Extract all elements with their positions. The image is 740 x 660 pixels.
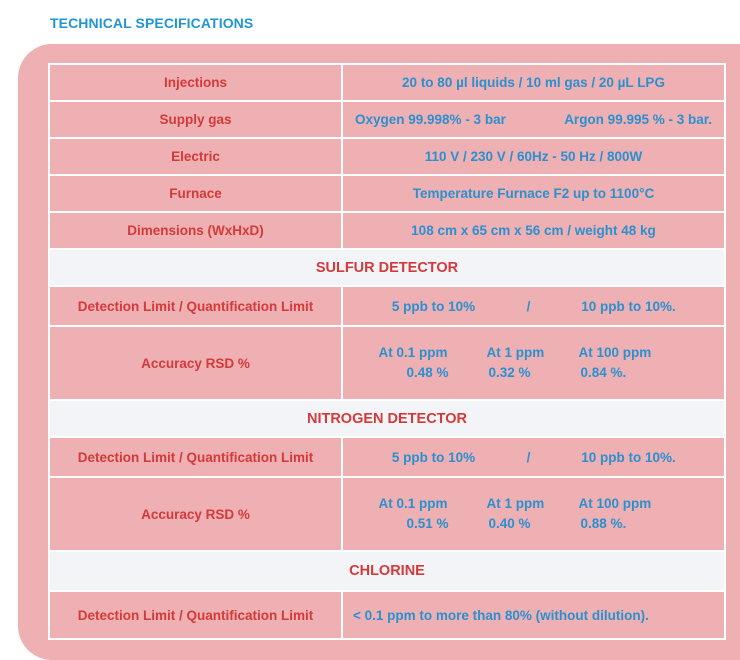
row-value bbox=[342, 101, 725, 138]
section-chlorine bbox=[49, 551, 725, 591]
accuracy-value: 0.32 % bbox=[488, 365, 531, 380]
row-label: Furnace bbox=[49, 175, 342, 212]
table-row-injections bbox=[49, 64, 725, 101]
page-title: TECHNICAL SPECIFICATIONS bbox=[50, 15, 254, 31]
section-title: CHLORINE bbox=[49, 551, 725, 591]
section-nitrogen-detector bbox=[49, 400, 725, 437]
table-row-sulfur-accuracy bbox=[49, 326, 725, 400]
accuracy-header: At 1 ppm bbox=[486, 496, 545, 511]
table-row-nitrogen-accuracy bbox=[49, 477, 725, 551]
row-value bbox=[342, 437, 725, 477]
row-value: 20 to 80 µl liquids / 10 ml gas / 20 µL LPG bbox=[342, 64, 725, 101]
row-label: Accuracy RSD % bbox=[49, 477, 342, 551]
row-value: 110 V / 230 V / 60Hz - 50 Hz / 800W bbox=[342, 138, 725, 175]
row-label: Detection Limit / Quantification Limit bbox=[49, 591, 342, 639]
accuracy-header: At 0.1 ppm bbox=[378, 496, 448, 511]
accuracy-value: 0.84 %. bbox=[580, 365, 627, 380]
table-row-electric bbox=[49, 138, 725, 175]
quantification-limit: 10 ppb to 10%. bbox=[581, 298, 676, 314]
row-label: Accuracy RSD % bbox=[49, 326, 342, 400]
row-value bbox=[342, 326, 725, 400]
table-row-nitrogen-detection bbox=[49, 437, 725, 477]
row-label: Detection Limit / Quantification Limit bbox=[49, 437, 342, 477]
supply-gas-oxygen: Oxygen 99.998% - 3 bar bbox=[355, 112, 506, 127]
row-value bbox=[342, 477, 725, 551]
row-value: 108 cm x 65 cm x 56 cm / weight 48 kg bbox=[342, 212, 725, 249]
separator: / bbox=[526, 449, 531, 465]
detection-limit: 5 ppb to 10% bbox=[391, 298, 476, 314]
row-label: Detection Limit / Quantification Limit bbox=[49, 286, 342, 326]
quantification-limit: 10 ppb to 10%. bbox=[581, 449, 676, 465]
row-label: Electric bbox=[49, 138, 342, 175]
separator: / bbox=[526, 298, 531, 314]
supply-gas-argon: Argon 99.995 % - 3 bar. bbox=[564, 112, 712, 127]
row-label: Injections bbox=[49, 64, 342, 101]
accuracy-value: 0.51 % bbox=[406, 516, 449, 531]
table-row-furnace bbox=[49, 175, 725, 212]
specifications-table bbox=[48, 63, 726, 640]
accuracy-header: At 100 ppm bbox=[578, 496, 652, 511]
table-row-chlorine-detection bbox=[49, 591, 725, 639]
accuracy-header: At 0.1 ppm bbox=[378, 345, 448, 360]
row-value: < 0.1 ppm to more than 80% (without dilution). bbox=[342, 591, 725, 639]
section-sulfur-detector bbox=[49, 249, 725, 286]
row-value bbox=[342, 286, 725, 326]
section-title: SULFUR DETECTOR bbox=[49, 249, 725, 286]
accuracy-value: 0.48 % bbox=[406, 365, 449, 380]
table-row-supply-gas bbox=[49, 101, 725, 138]
accuracy-value: 0.88 %. bbox=[580, 516, 627, 531]
accuracy-header: At 1 ppm bbox=[486, 345, 545, 360]
table-row-sulfur-detection bbox=[49, 286, 725, 326]
section-title: NITROGEN DETECTOR bbox=[49, 400, 725, 437]
accuracy-header: At 100 ppm bbox=[578, 345, 652, 360]
detection-limit: 5 ppb to 10% bbox=[391, 449, 476, 465]
row-label: Dimensions (WxHxD) bbox=[49, 212, 342, 249]
row-label: Supply gas bbox=[49, 101, 342, 138]
table-row-dimensions bbox=[49, 212, 725, 249]
row-value: Temperature Furnace F2 up to 1100°C bbox=[342, 175, 725, 212]
accuracy-value: 0.40 % bbox=[488, 516, 531, 531]
